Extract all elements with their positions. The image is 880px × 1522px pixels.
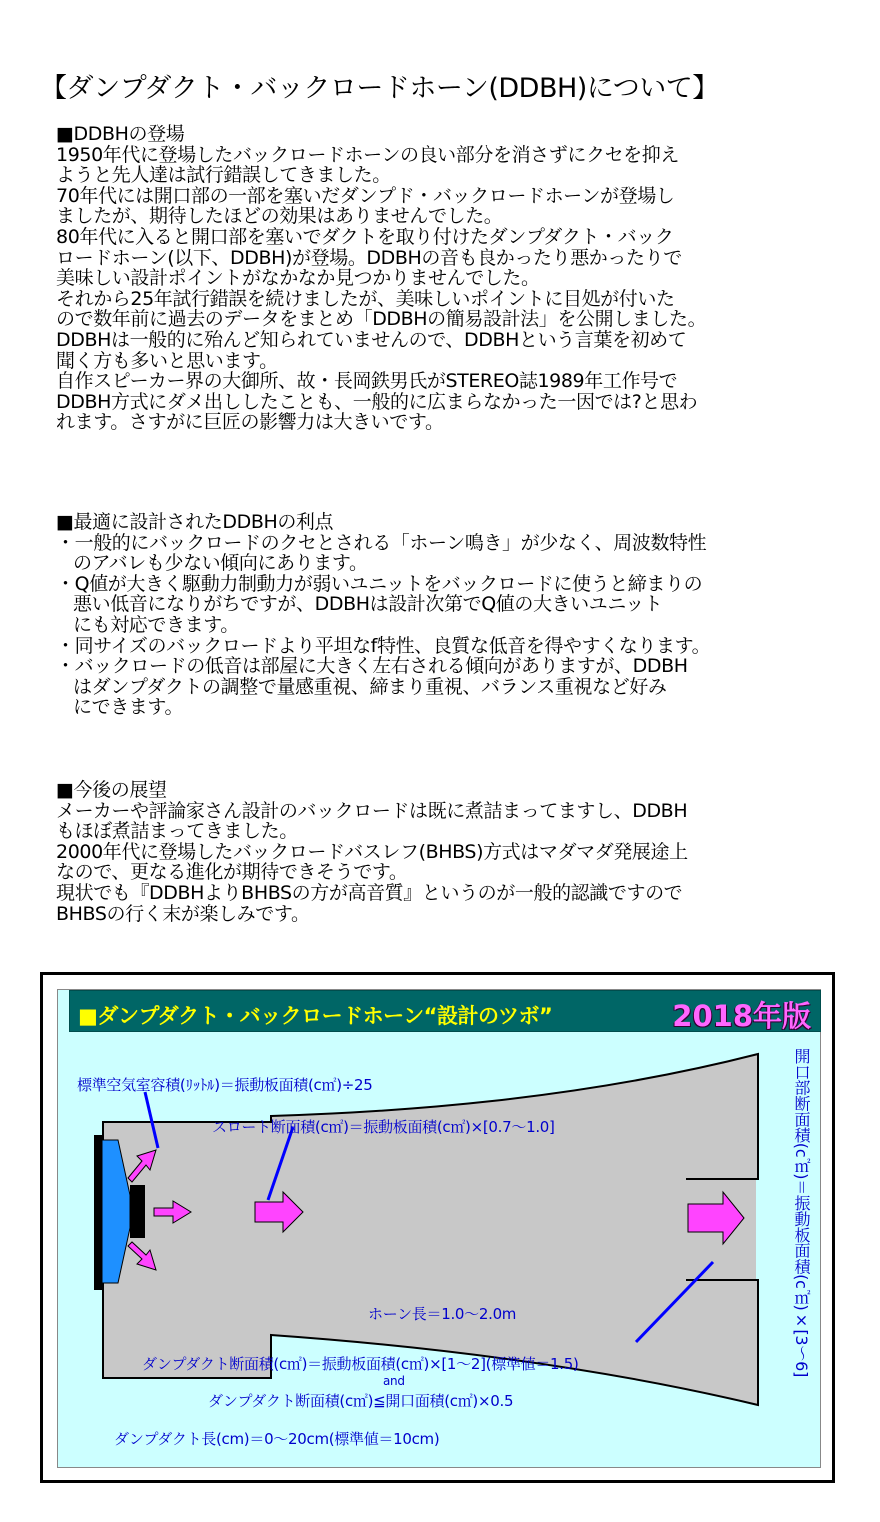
section-heading: ■今後の展望 bbox=[56, 779, 167, 801]
bullet-continuation: はダンプダクトの調整で量感重視、締まり重視、バランス重視など好み bbox=[73, 675, 667, 698]
section-ddbh-history bbox=[56, 124, 816, 433]
design-tips-diagram bbox=[40, 972, 835, 1483]
bullet-item bbox=[56, 574, 816, 636]
section-heading: ■DDBHの登場 bbox=[56, 123, 185, 145]
text-line: 80年代に入ると開口部を塞いでダクトを取り付けたダンプダクト・バック bbox=[56, 225, 674, 248]
bullet-text: ・一般的にバックロードのクセとされる「ホーン鳴き」が少なく、周波数特性 bbox=[56, 531, 707, 554]
bullet-continuation: にできます。 bbox=[73, 696, 184, 719]
text-line: 1950年代に登場したバックロードホーンの良い部分を消さずにクセを抑え bbox=[56, 143, 679, 166]
text-line: れます。さすがに巨匠の影響力は大きいです。 bbox=[56, 411, 444, 434]
text-line: メーカーや評論家さん設計のバックロードは既に煮詰まってますし、DDBH bbox=[56, 799, 688, 822]
label-duct-area-limit: ダンプダクト断面積(c㎡)≦開口面積(c㎡)×0.5 bbox=[208, 1392, 514, 1410]
text-line: ようと先人達は試行錯誤してきました。 bbox=[56, 164, 391, 187]
duct-opening bbox=[756, 1180, 760, 1279]
text-line: 2000年代に登場したバックロードバスレフ(BHBS)方式はマダマダ発展途上 bbox=[56, 840, 688, 863]
text-line: ましたが、期待したほどの効果はありませんでした。 bbox=[56, 205, 503, 228]
text-line: DDBHは一般的に殆んど知られていませんので、DDBHという言葉を初めて bbox=[56, 328, 687, 351]
text-line: 美味しい設計ポイントがなかなか見つかりませんでした。 bbox=[56, 267, 540, 290]
text-line: ので数年前に過去のデータをまとめ「DDBHの簡易設計法」を公開しました。 bbox=[56, 308, 707, 331]
label-and: and bbox=[383, 1374, 405, 1388]
text-line: ロードホーン(以下、DDBH)が登場。DDBHの音も良かったり悪かったりで bbox=[56, 246, 682, 269]
label-duct-length: ダンプダクト長(cm)＝0～20cm(標準値＝10cm) bbox=[114, 1430, 440, 1448]
diagram-year-badge: 2018年版 bbox=[672, 999, 811, 1033]
text-line: BHBSの行く末が楽しみです。 bbox=[56, 902, 310, 925]
text-line: 現状でも『DDBHよりBHBSの方が高音質』というのが一般的認識ですので bbox=[56, 881, 683, 904]
text-line: 聞く方も多いと思います。 bbox=[56, 349, 278, 372]
bullet-text: ・同サイズのバックロードより平坦なf特性、良質な低音を得やすくなります。 bbox=[56, 634, 711, 657]
bullet-text: ・バックロードの低音は部屋に大きく左右される傾向がありますが、DDBH bbox=[56, 655, 688, 678]
label-throat-area: スロート断面積(c㎡)＝振動板面積(c㎡)×[0.7～1.0] bbox=[212, 1118, 555, 1136]
text-line: なので、更なる進化が期待できそうです。 bbox=[56, 861, 408, 884]
text-line: 70年代には開口部の一部を塞いだダンプド・バックロードホーンが登場し bbox=[56, 184, 675, 207]
section-ddbh-advantages bbox=[56, 512, 816, 718]
section-future-outlook bbox=[56, 780, 816, 924]
bullet-item bbox=[56, 656, 816, 718]
label-mouth-area: 開口部断面積(c㎡)＝振動板面積(c㎡)×[3～6] bbox=[792, 1048, 811, 1378]
bullet-continuation: のアバレも少ない傾向にあります。 bbox=[73, 552, 368, 575]
bullet-item bbox=[56, 636, 816, 657]
section-heading: ■最適に設計されたDDBHの利点 bbox=[56, 511, 334, 533]
label-duct-area: ダンプダクト断面積(c㎡)＝振動板面積(c㎡)×[1～2](標準値＝1.5) bbox=[142, 1355, 579, 1373]
bullet-continuation: にも対応できます。 bbox=[73, 613, 239, 636]
label-air-volume: 標準空気室容積(ﾘｯﾄﾙ)＝振動板面積(c㎡)÷25 bbox=[77, 1076, 373, 1094]
text-line: それから25年試行錯誤を続けましたが、美味しいポイントに目処が付いた bbox=[56, 287, 675, 310]
text-line: DDBH方式にダメ出ししたことも、一般的に広まらなかった一因では?と思わ bbox=[56, 390, 698, 413]
bullet-text: ・Q値が大きく駆動力制動力が弱いユニットをバックロードに使うと締まりの bbox=[56, 572, 703, 595]
diagram-panel bbox=[57, 989, 821, 1468]
label-horn-length: ホーン長＝1.0～2.0m bbox=[368, 1305, 517, 1323]
page-title: 【ダンプダクト・バックロードホーン(DDBH)について】 bbox=[40, 73, 719, 104]
text-line: 自作スピーカー界の大御所、故・長岡鉄男氏がSTEREO誌1989年工作号で bbox=[56, 370, 678, 393]
diagram-title: ■ダンプダクト・バックロードホーン“設計のツボ” bbox=[78, 1004, 553, 1028]
bullet-continuation: 悪い低音になりがちですが、DDBHは設計次第でQ値の大きいユニット bbox=[73, 593, 663, 616]
driver-magnet bbox=[94, 1135, 102, 1290]
bullet-item bbox=[56, 533, 816, 574]
text-line: もほぼ煮詰まってきました。 bbox=[56, 820, 298, 843]
driver-voice-coil bbox=[130, 1185, 145, 1238]
